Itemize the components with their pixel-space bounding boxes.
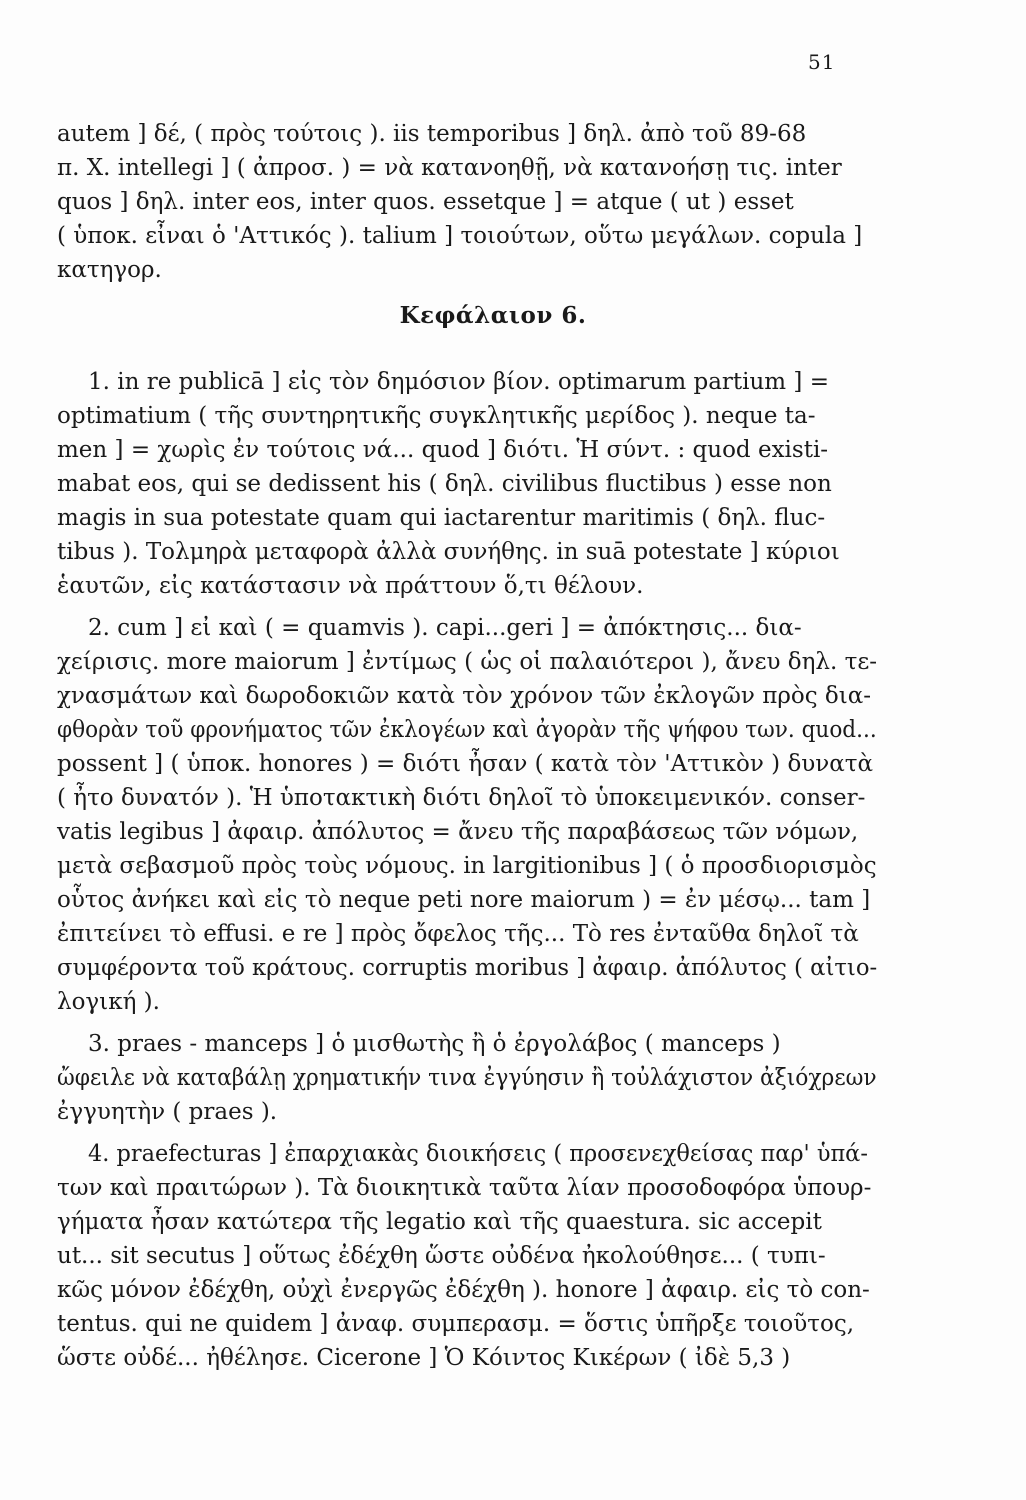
note-line: optimatium ( τῆς συντηρητικῆς συγκλητικῆς μερίδος ). neque ta- (57, 403, 816, 429)
note-line: vatis legibus ] ἀφαιρ. ἀπόλυτος = ἄνευ τῆς παραβάσεως τῶν νόμων, (57, 819, 859, 845)
note-line: οὗτος ἀνήκει καὶ εἰς τὸ neque peti nore maiorum ) = ἐν μέσῳ... tam ] (57, 887, 871, 913)
note-line: κῶς μόνον ἐδέχθη, οὐχὶ ἐνεργῶς ἐδέχθη ). honore ] ἀφαιρ. εἰς τὸ con- (57, 1277, 870, 1303)
note-line: mabat eos, qui se dedissent his ( δηλ. civilibus fluctibus ) esse non (57, 471, 832, 497)
note-line: quos ] δηλ. inter eos, inter quos. essetque ] = atque ( ut ) esset (57, 189, 794, 215)
note-line: χείρισις. more maiorum ] ἐντίμως ( ὡς οἱ παλαιότεροι ), ἄνευ δηλ. τε- (57, 649, 878, 675)
note-line: tibus ). Τολμηρὰ μεταφορὰ ἀλλὰ συνήθης. in suā potestate ] κύριοι (57, 539, 840, 565)
note-line: possent ] ( ὑποκ. honores ) = διότι ἦσαν ( κατὰ τὸν 'Αττικὸν ) δυνατὰ (57, 751, 874, 777)
note-line: π. Χ. intellegi ] ( ἀπροσ. ) = νὰ κατανοηθῇ, νὰ κατανοήσῃ τις. inter (57, 155, 842, 181)
note-line: γήματα ἦσαν κατώτερα τῆς legatio καὶ τῆς quaestura. sic accepit (57, 1209, 822, 1235)
note-line: 2. cum ] εἰ καὶ ( = quamvis ). capi...geri ] = ἀπόκτησις... δια- (88, 615, 802, 641)
note-line: 1. in re publicā ] εἰς τὸν δημόσιον βίον. optimarum partium ] = (88, 369, 829, 395)
note-line: autem ] δέ, ( πρὸς τούτοις ). iis temporibus ] δηλ. ἀπὸ τοῦ 89-68 (57, 121, 807, 147)
note-line: ἐγγυητὴν ( praes ). (57, 1099, 278, 1125)
note-line: χνασμάτων καὶ δωροδοκιῶν κατὰ τὸν χρόνον τῶν ἐκλογῶν πρὸς δια- (57, 683, 872, 709)
note-line: magis in sua potestate quam qui iactarentur maritimis ( δηλ. fluc- (57, 505, 826, 531)
page-number: 51 (808, 50, 836, 74)
note-line: 4. praefecturas ] ἐπαρχιακὰς διοικήσεις ( προσενεχθείσας παρ' ὑπά- (88, 1141, 868, 1167)
note-line: ( ἦτο δυνατόν ). Ἡ ὑποτακτικὴ διότι δηλοῖ τὸ ὑποκειμενικόν. conser- (57, 785, 866, 811)
note-line: tentus. qui ne quidem ] ἀναφ. συμπερασμ. = ὅστις ὑπῆρξε τοιοῦτος, (57, 1311, 855, 1337)
note-line: φθορὰν τοῦ φρονήματος τῶν ἐκλογέων καὶ ἀγορὰν τῆς ψήφου των. quod... (57, 717, 877, 743)
note-line: μετὰ σεβασμοῦ πρὸς τοὺς νόμους. in largitionibus ] ( ὁ προσδιορισμὸς (57, 853, 877, 879)
note-line: ἐπιτείνει τὸ effusi. e re ] πρὸς ὄφελος τῆς... Τὸ res ἐνταῦθα δηλοῖ τὰ (57, 921, 859, 947)
note-line: ἑαυτῶν, εἰς κατάστασιν νὰ πράττουν ὅ,τι θέλουν. (57, 573, 644, 599)
chapter-heading: Κεφάλαιον 6. (399, 302, 587, 329)
note-line: 3. praes - manceps ] ὁ μισθωτὴς ἢ ὁ ἐργολάβος ( manceps ) (88, 1031, 781, 1057)
note-line: των καὶ πραιτώρων ). Τὰ διοικητικὰ ταῦτα λίαν προσοδοφόρα ὑπουρ- (57, 1175, 872, 1201)
note-line: κατηγορ. (57, 257, 162, 283)
note-line: ὤφειλε νὰ καταβάλῃ χρηματικήν τινα ἐγγύησιν ἢ τοὐλάχιστον ἀξιόχρεων (57, 1065, 877, 1091)
note-line: ὥστε οὐδέ... ἠθέλησε. Cicerone ] Ὁ Κόιντος Κικέρων ( ἰδὲ 5,3 ) (57, 1345, 791, 1371)
note-line: συμφέροντα τοῦ κράτους. corruptis moribus ] ἀφαιρ. ἀπόλυτος ( αἰτιο- (57, 955, 878, 981)
note-line: men ] = χωρὶς ἐν τούτοις νά... quod ] διότι. Ἡ σύντ. : quod existi- (57, 437, 829, 463)
note-line: ( ὑποκ. εἶναι ὁ 'Αττικός ). talium ] τοιούτων, οὕτω μεγάλων. copula ] (57, 223, 863, 249)
note-line: ut... sit secutus ] οὕτως ἐδέχθη ὥστε οὐδένα ἠκολούθησε... ( τυπι- (57, 1243, 826, 1269)
note-line: λογική ). (57, 989, 160, 1015)
